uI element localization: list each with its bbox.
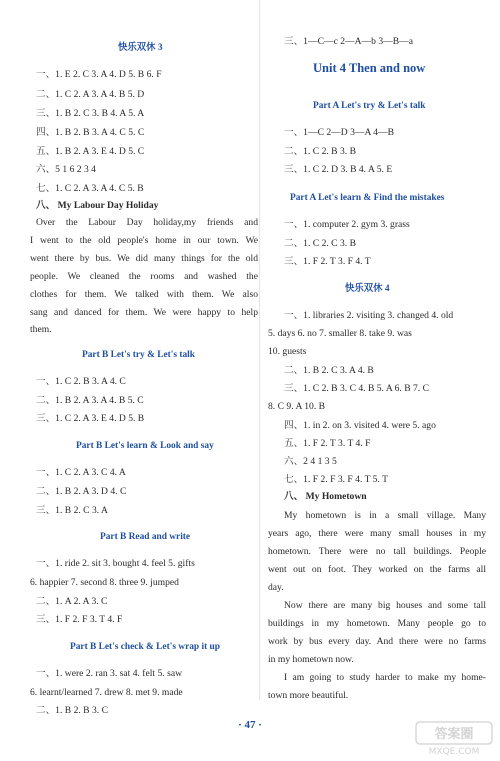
essay-line: day.: [268, 582, 284, 593]
essay-line: hometown. There were no tall buildings. People: [268, 546, 486, 557]
watermark-logo: [414, 718, 494, 758]
answer-line: 8. C 9. A 10. B: [268, 401, 326, 412]
answer-line: 六、2 4 1 3 5: [284, 456, 337, 467]
answer-line: 六、5 1 6 2 3 4: [36, 164, 96, 175]
essay-line: work by bus every day. And there were no farms: [268, 636, 486, 647]
answer-line: 四、1. B 2. B 3. A 4. C 5. C: [36, 127, 145, 138]
section-heading-kuaile-3: 快乐双休 3: [118, 43, 163, 53]
answer-line: 一、1. were 2. ran 3. sat 4. felt 5. saw: [36, 668, 183, 679]
answer-line: 三、1. F 2. T 3. F 4. T: [284, 256, 371, 267]
essay-line: clothes for them. We talked with them. We also: [30, 289, 258, 300]
answer-line: 二、1. C 2. A 3. A 4. B 5. D: [36, 89, 145, 100]
essay-title: 八、 My Labour Day Holiday: [36, 200, 159, 211]
answer-line: 三、1. B 2. C 3. B 4. A 5. A: [36, 108, 145, 119]
essay-line: went there by bus. We did many things for the old: [30, 253, 258, 264]
section-heading: Part B Let's try & Let's talk: [82, 350, 195, 360]
svg-text:答案圈: 答案圈: [434, 727, 474, 742]
section-heading: Part A Let's learn & Find the mistakes: [290, 193, 445, 203]
answer-line: 二、1. B 2. A 3. D 4. C: [36, 486, 127, 497]
essay-line: I went to the old people's home in our town. We: [30, 235, 258, 246]
answer-line: 五、1. B 2. A 3. E 4. D 5. C: [36, 146, 145, 157]
essay-line: people. We cleaned the rooms and washed the: [30, 271, 258, 282]
essay-title: 八、 My Hometown: [284, 491, 367, 502]
answer-line: 三、1—C—c 2—A—b 3—B—a: [284, 36, 413, 47]
answer-line: 一、1. C 2. A 3. C 4. A: [36, 467, 126, 478]
answer-line: 一、1. computer 2. gym 3. grass: [284, 219, 410, 230]
answer-line: 二、1. B 2. A 3. A 4. B 5. C: [36, 395, 144, 406]
answer-line: 一、1—C 2—D 3—A 4—B: [284, 127, 395, 138]
answer-line: 二、1. B 2. C 3. A 4. B: [284, 365, 374, 376]
answer-line: 三、1. F 2. F 3. T 4. F: [36, 614, 123, 625]
answer-line: 七、1. F 2. F 3. F 4. T 5. T: [284, 474, 388, 485]
answer-line: 二、1. B 2. B 3. C: [36, 705, 108, 716]
essay-line: town more beautiful.: [268, 690, 349, 701]
answer-line: 一、1. E 2. C 3. A 4. D 5. B 6. F: [36, 69, 162, 80]
answer-line: 二、1. C 2. B 3. B: [284, 146, 356, 157]
section-heading: Part A Let's try & Let's talk: [313, 101, 426, 111]
essay-line: Over the Labour Day holiday,my friends and: [36, 217, 258, 228]
essay-line: years ago, there were many small houses in my: [268, 528, 486, 539]
answer-line: 三、1. C 2. D 3. B 4. A 5. E: [284, 164, 393, 175]
essay-line: I am going to study harder to make my home-: [284, 672, 486, 683]
essay-line: went out on foot. They worked on the farms all: [268, 564, 486, 575]
answer-line: 6. learnt/learned 7. drew 8. met 9. made: [30, 687, 183, 698]
answer-line: 七、1. C 2. A 3. A 4. C 5. B: [36, 183, 144, 194]
answer-line: 二、1. C 2. C 3. B: [284, 238, 356, 249]
essay-line: Now there are many big houses and some tall: [284, 600, 486, 611]
answer-line: 一、1. ride 2. sit 3. bought 4. feel 5. gifts: [36, 558, 195, 569]
answer-line: 三、1. B 2. C 3. A: [36, 505, 108, 516]
page-number: · 47 ·: [238, 719, 262, 731]
essay-line: My hometown is in a small village. Many: [284, 510, 486, 521]
answer-line: 四、1. in 2. on 3. visited 4. were 5. ago: [284, 420, 436, 431]
section-heading: Part B Let's learn & Look and say: [76, 441, 214, 451]
answer-line: 5. days 6. no 7. smaller 8. take 9. was: [268, 328, 412, 339]
section-heading: Part B Let's check & Let's wrap it up: [70, 642, 220, 652]
answer-line: 6. happier 7. second 8. three 9. jumped: [30, 577, 179, 588]
answer-line: 二、1. A 2. A 3. C: [36, 596, 108, 607]
unit-title: Unit 4 Then and now: [313, 61, 426, 75]
essay-line: in my hometown now.: [268, 654, 354, 665]
section-heading: Part B Read and write: [100, 532, 191, 542]
answer-line: 五、1. F 2. T 3. T 4. F: [284, 438, 371, 449]
answer-line: 三、1. C 2. A 3. E 4. D 5. B: [36, 413, 145, 424]
answer-line: 一、1. C 2. B 3. A 4. C: [36, 376, 126, 387]
essay-line: them.: [30, 324, 52, 335]
essay-line: sang and danced for them. We were happy to help: [30, 307, 258, 318]
answer-line: 一、1. libraries 2. visiting 3. changed 4. old: [284, 310, 454, 321]
svg-text:MXQE.COM: MXQE.COM: [428, 747, 480, 757]
answer-line: 10. guests: [268, 346, 307, 357]
column-divider: [259, 0, 260, 700]
section-heading-kuaile-4: 快乐双休 4: [345, 284, 390, 294]
answer-line: 三、1. C 2. B 3. C 4. B 5. A 6. B 7. C: [284, 383, 429, 394]
essay-line: buildings in my hometown. Many people go to: [268, 618, 486, 629]
